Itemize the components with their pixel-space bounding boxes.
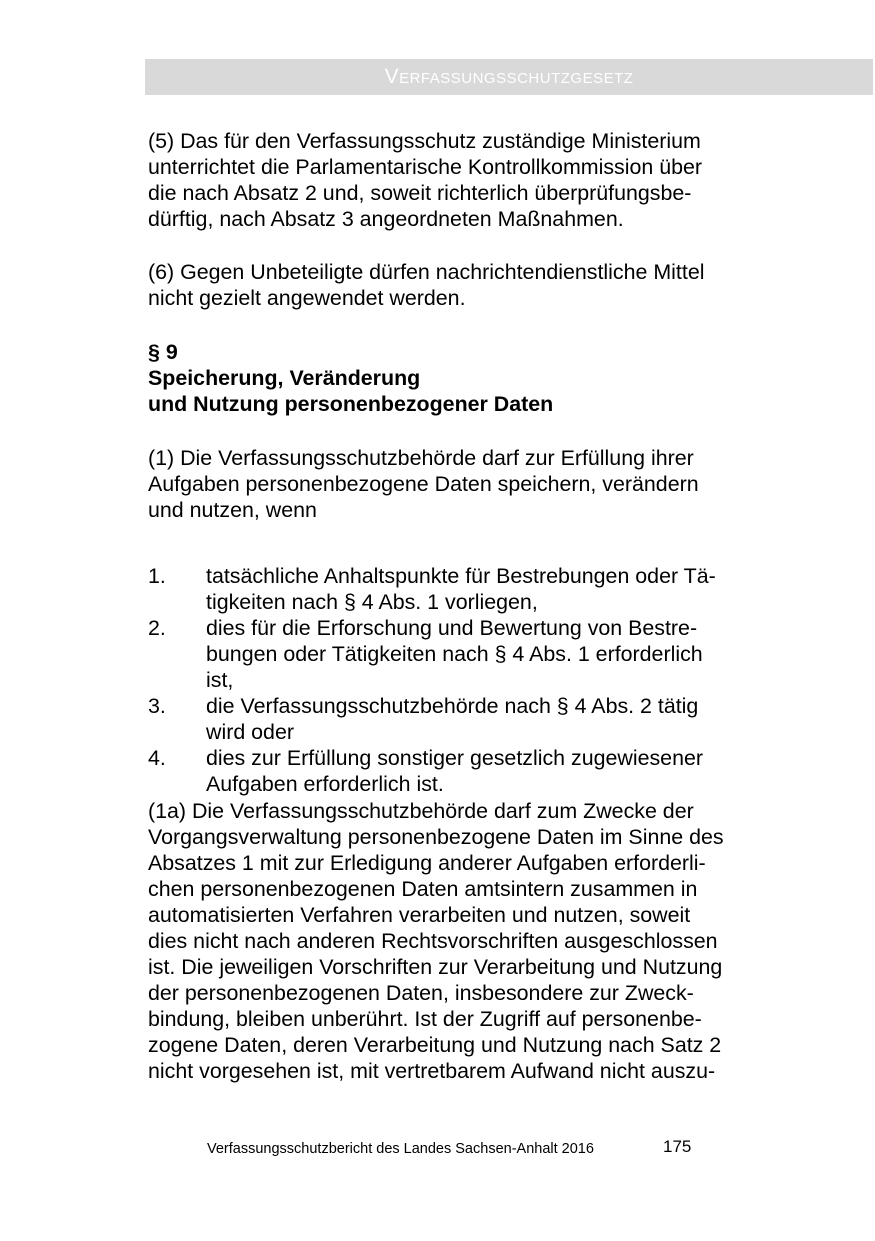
list-item-number: 2. <box>148 616 166 640</box>
paragraph-6: (6) Gegen Unbeteiligte dürfen nachrichtendienstliche Mittel nicht gezielt angewendet werden. <box>148 260 705 310</box>
page-number: 175 <box>663 1137 692 1156</box>
list-item-text: tatsächliche Anhaltspunkte für Bestrebungen oder Tä- tigkeiten nach § 4 Abs. 1 vorliegen, <box>206 564 716 614</box>
list-item-number: 4. <box>148 746 166 770</box>
list-item-text: dies zur Erfüllung sonstiger gesetzlich zugewiesener Aufgaben erforderlich ist. <box>206 746 703 796</box>
running-header-title: Verfassungsschutzgesetz <box>384 65 634 88</box>
list-item-text: die Verfassungsschutzbehörde nach § 4 Abs. 2 tätig wird oder <box>206 694 699 744</box>
list-item-text: dies für die Erforschung und Bewertung von Bestre- bungen oder Tätigkeiten nach § 4 Abs. 1 erforderlich ist, <box>206 616 703 692</box>
section-number: § 9 <box>148 340 178 364</box>
section-title-line-2: und Nutzung personenbezogener Daten <box>148 392 554 416</box>
footer-title: Verfassungsschutzbericht des Landes Sachsen-Anhalt 2016 <box>207 1141 594 1157</box>
section-title-line-1: Speicherung, Veränderung <box>148 366 421 390</box>
paragraph-5: (5) Das für den Verfassungsschutz zuständige Ministerium unterrichtet die Parlamentarische Kontrollkommission über die nach Absatz 2 und, soweit richterlich überprüfungsbe- dürftig, nach Absatz 3 angeordneten Maßnahmen. <box>148 129 703 231</box>
running-header <box>145 59 873 95</box>
paragraph-1a: (1a) Die Verfassungsschutzbehörde darf zum Zwecke der Vorgangsverwaltung personenbezogene Daten im Sinne des Absatzes 1 mit zur Erledigung anderer Aufgaben erforderli- chen personenbezogenen Daten amtsintern zusammen in automatisierten Verfahren verarbeiten und nutzen, soweit dies nicht nach anderen Rechtsvorschriften ausgeschlossen ist. Die jeweiligen Vorschriften zur Verarbeitung und Nutzung der personenbezogenen Daten, insbesondere zur Zweck- bindung, bleiben unberührt. Ist der Zugriff auf personenbe- zogene Daten, deren Verarbeitung und Nutzung nach Satz 2 nicht vorgesehen ist, mit vertretbarem Aufwand nicht auszu- <box>148 799 724 1083</box>
list-item-number: 3. <box>148 694 166 718</box>
list-item-number: 1. <box>148 564 166 588</box>
paragraph-1: (1) Die Verfassungsschutzbehörde darf zur Erfüllung ihrer Aufgaben personenbezogene Daten speichern, verändern und nutzen, wenn <box>148 446 699 522</box>
